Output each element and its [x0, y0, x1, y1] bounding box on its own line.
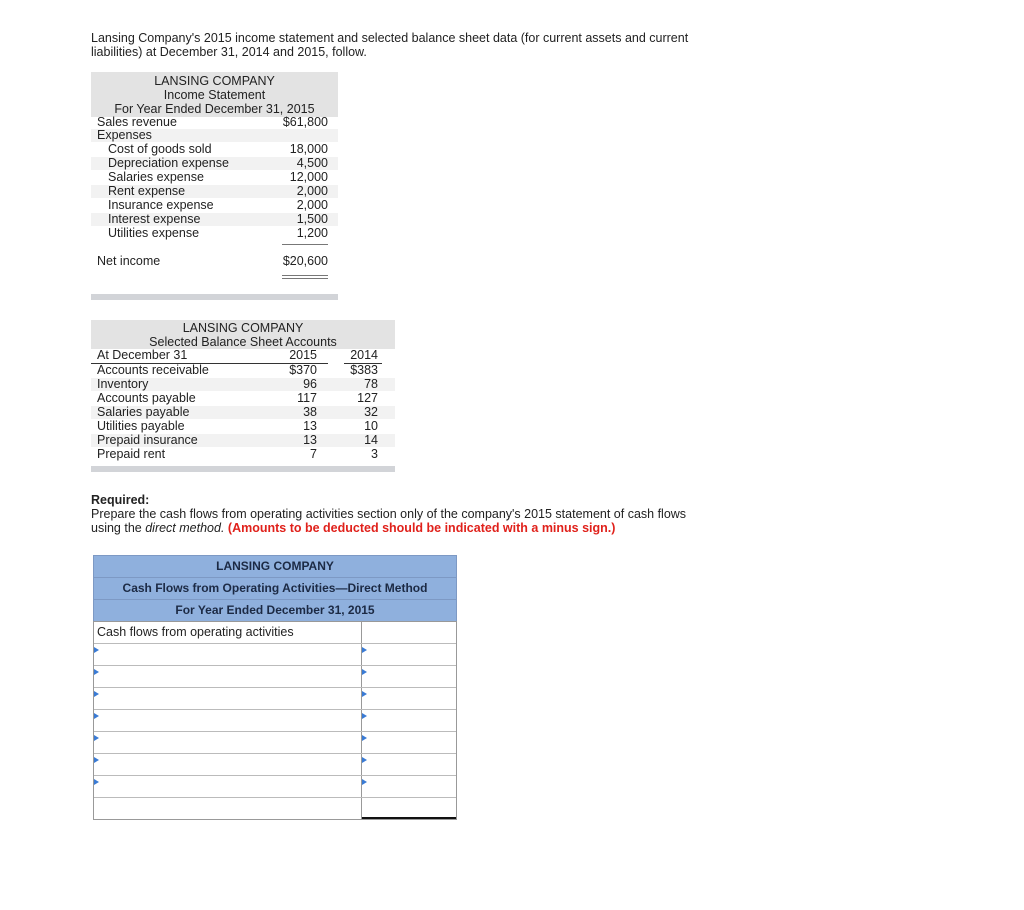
dropdown-arrow-icon: [94, 757, 99, 763]
balance-sheet: [91, 320, 395, 472]
cf-amount-input[interactable]: [362, 776, 456, 797]
cf-input-row: [94, 687, 456, 709]
dropdown-arrow-icon: [94, 669, 99, 675]
cf-period: For Year Ended December 31, 2015: [93, 599, 457, 621]
dropdown-arrow-icon: [362, 647, 367, 653]
is-period: For Year Ended December 31, 2015: [114, 102, 315, 116]
is-expense-row: Insurance expense 2,000: [108, 198, 328, 212]
bs-row: Utilities payable 13 10: [97, 419, 378, 433]
bs-row: Inventory 96 78: [91, 378, 395, 391]
bs-row: Prepaid insurance 13 14: [91, 434, 395, 447]
is-expense-row: Interest expense 1,500: [91, 213, 338, 226]
bs-row: Accounts payable 117 127: [97, 391, 378, 405]
cf-total-label-input[interactable]: [94, 798, 362, 819]
cf-amount-input[interactable]: [362, 666, 456, 687]
intro-text: Lansing Company's 2015 income statement and selected balance sheet data (for current assets and current liabilities) at December 31, 2014 and 2015, follow.: [91, 31, 689, 59]
is-expense-row: Utilities expense 1,200: [108, 226, 328, 240]
bs-header-row: At December 31 2015 2014: [97, 348, 378, 362]
bs-title: Selected Balance Sheet Accounts: [149, 335, 337, 349]
cf-amount-input[interactable]: [362, 732, 456, 753]
cf-input-row: [94, 643, 456, 665]
bs-row: Prepaid rent 7 3: [97, 447, 378, 461]
dropdown-arrow-icon: [94, 691, 99, 697]
cf-title: Cash Flows from Operating Activities—Direct Method: [93, 577, 457, 599]
required-heading: Required:: [91, 493, 150, 507]
bs-row: Salaries payable 38 32: [91, 406, 395, 419]
is-title: Income Statement: [163, 88, 266, 102]
is-company: LANSING COMPANY: [154, 74, 275, 88]
cf-amount-input[interactable]: [362, 754, 456, 775]
cf-input-row: [94, 753, 456, 775]
dropdown-arrow-icon: [362, 735, 367, 741]
is-expense-row: Cost of goods sold 18,000: [108, 142, 328, 156]
is-expense-row: Rent expense 2,000: [91, 185, 338, 198]
dropdown-arrow-icon: [362, 669, 367, 675]
is-expense-row: Salaries expense 12,000: [108, 170, 328, 184]
bs-company: LANSING COMPANY: [182, 321, 304, 335]
dropdown-arrow-icon: [362, 691, 367, 697]
is-net-income-row: Net income $20,600: [97, 254, 328, 268]
cf-label-dropdown[interactable]: [94, 666, 362, 687]
dropdown-arrow-icon: [94, 713, 99, 719]
cf-label-dropdown[interactable]: [94, 688, 362, 709]
cf-label-dropdown[interactable]: [94, 754, 362, 775]
cash-flow-form: [93, 555, 457, 820]
cf-label-dropdown[interactable]: [94, 776, 362, 797]
cf-input-row: [94, 775, 456, 797]
cf-grid: [93, 621, 457, 820]
cf-total-amount-input[interactable]: [362, 798, 456, 819]
cf-input-row: [94, 709, 456, 731]
cf-label-dropdown[interactable]: [94, 710, 362, 731]
cf-input-row: [94, 731, 456, 753]
dropdown-arrow-icon: [362, 757, 367, 763]
is-subtotal-rule: [282, 244, 328, 245]
dropdown-arrow-icon: [94, 735, 99, 741]
cf-input-row: [94, 665, 456, 687]
cf-amount-input[interactable]: [362, 710, 456, 731]
is-double-rule: [282, 275, 328, 276]
cf-amount-input[interactable]: [362, 688, 456, 709]
dropdown-arrow-icon: [362, 779, 367, 785]
dropdown-arrow-icon: [94, 779, 99, 785]
is-sales-row: Sales revenue $61,800: [97, 115, 328, 129]
cf-label-dropdown[interactable]: [94, 644, 362, 665]
dropdown-arrow-icon: [94, 647, 99, 653]
is-expense-row: Depreciation expense 4,500: [91, 157, 338, 170]
cf-label-dropdown[interactable]: [94, 732, 362, 753]
required-section: [91, 493, 691, 535]
cf-header-row: Cash flows from operating activities: [94, 622, 456, 643]
required-text: Prepare the cash flows from operating activities section only of the company's 2015 statement of cash flows using the direct method. (Amounts to be deducted should be indicated with a minus sign.): [91, 507, 687, 535]
dropdown-arrow-icon: [362, 713, 367, 719]
cf-total-row: [94, 797, 456, 819]
is-expenses-row: Expenses: [91, 129, 338, 142]
income-statement: [91, 72, 338, 300]
bs-row: Accounts receivable $370 $383: [97, 363, 378, 377]
cf-amount-input[interactable]: [362, 644, 456, 665]
cf-company: LANSING COMPANY: [93, 555, 457, 577]
